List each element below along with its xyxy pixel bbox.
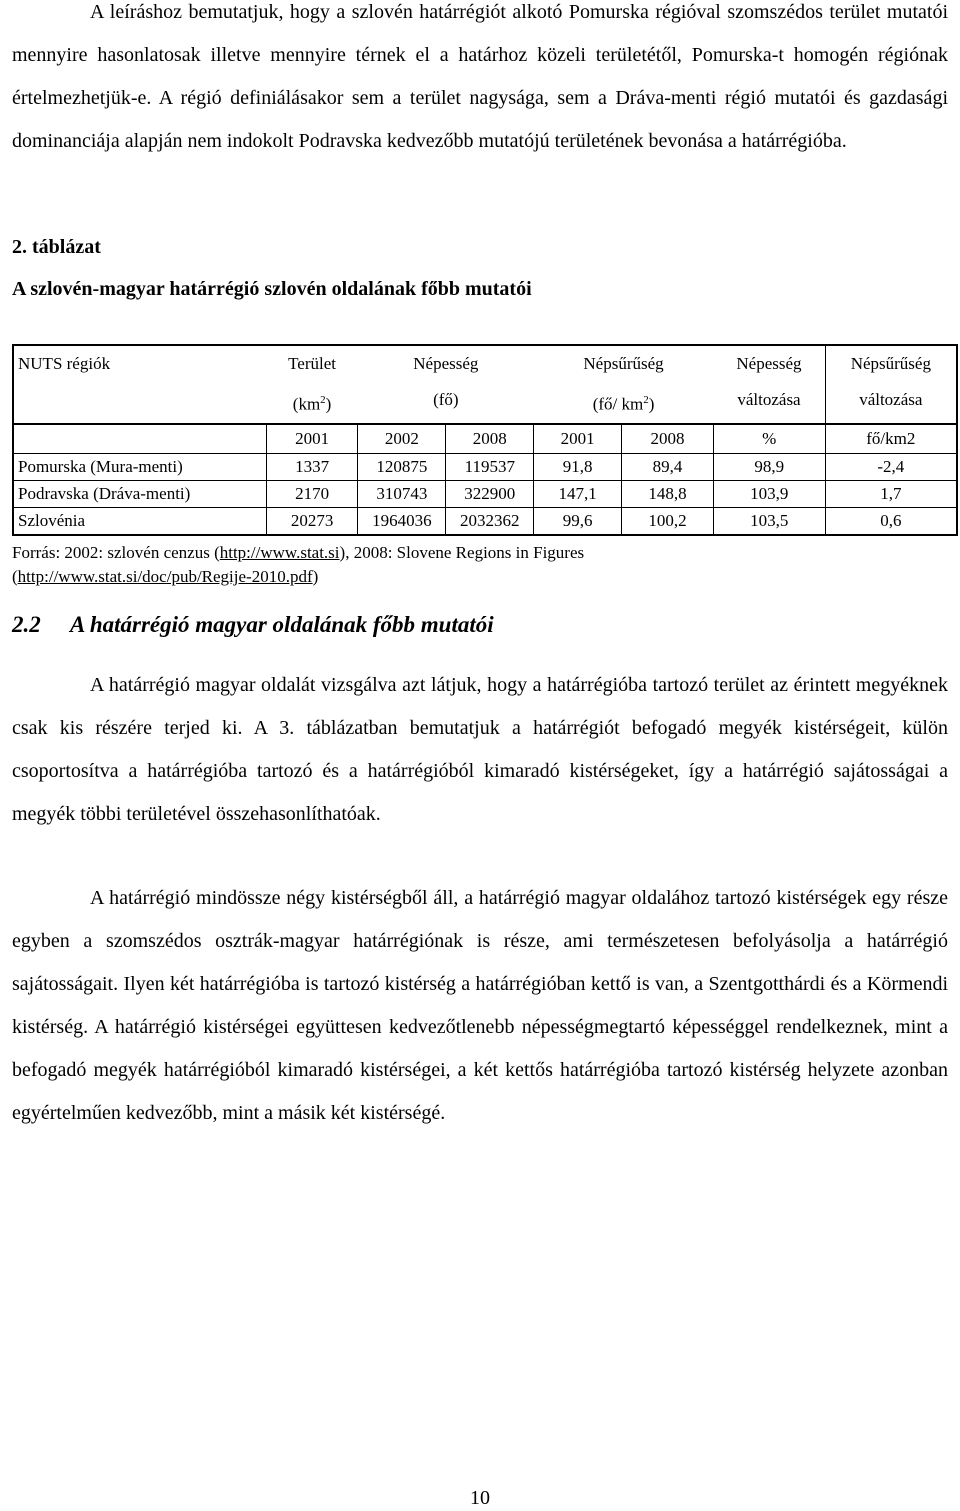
region-name: Pomurska (Mura-menti) <box>13 453 266 480</box>
table-cell: -2,4 <box>825 453 957 480</box>
year-cell: 2008 <box>446 424 534 454</box>
header-nuts: NUTS régiók <box>18 354 111 373</box>
table-cell: 1964036 <box>358 507 446 535</box>
year-cell: fő/km2 <box>825 424 957 454</box>
table-cell: 89,4 <box>622 453 714 480</box>
table-cell: 98,9 <box>713 453 825 480</box>
table-cell: 0,6 <box>825 507 957 535</box>
table-cell: 119537 <box>446 453 534 480</box>
region-name: Podravska (Dráva-menti) <box>13 480 266 507</box>
source-text: ( <box>12 567 18 586</box>
paragraph-kisterseg: A határrégió mindössze négy kistérségből áll, a határrégió magyar oldalához tartozó kistérségek egy része egyben a szomszédos osztrák-magyar határrégiónak is része, ami természetesen befolyásolja a határrégió sajátosságait. Ilyen két határrégióba is tartozó kistérség a határrégióban kettő is van, a Szentgotthárdi és a Körmendi kistérség. A határrégió kistérségei együttesen kedvezőtlenebb népességmegtartó képességgel rendelkeznek, mint a befogadó megyék határrégióból kimaradó kistérségei, a két kettős határrégióba tartozó kistérség helyzete azonban egyértelműen kedvezőbb, mint a másik két kistérségé. <box>12 887 948 1124</box>
table-cell: 103,5 <box>713 507 825 535</box>
table-cell: 99,6 <box>534 507 622 535</box>
table-cell: 2170 <box>266 480 358 507</box>
paragraph-intro: A leíráshoz bemutatjuk, hogy a szlovén határrégiót alkotó Pomurska régióval szomszédos terület mutatói mennyire hasonlatosak illetve mennyire térnek el a határhoz közeli területétől, Pomurska-t homogén régiónak értelmezhetjük-e. A régió definiálásakor sem a terület nagysága, sem a Dráva-menti régió mutatói és gazdasági dominanciája alapján nem indokolt Podravska kedvezőbb mutatójú területének bevonása a határrégióba. <box>12 1 948 152</box>
year-cell: 2002 <box>358 424 446 454</box>
table-source <box>12 541 584 589</box>
table-cell: 147,1 <box>534 480 622 507</box>
year-cell: % <box>713 424 825 454</box>
table-row <box>13 453 957 480</box>
source-link-stat-si[interactable]: http://www.stat.si <box>219 543 340 562</box>
table-year-row <box>13 424 957 454</box>
table-cell: 1337 <box>266 453 358 480</box>
year-cell: 2008 <box>622 424 714 454</box>
header-nepesseg-valtozasa: Népesség változása <box>736 354 802 409</box>
table-cell: 2032362 <box>446 507 534 535</box>
table-cell: 120875 <box>358 453 446 480</box>
year-cell: 2001 <box>266 424 358 454</box>
source-text: ) <box>312 567 319 586</box>
year-cell: 2001 <box>534 424 622 454</box>
table-row <box>13 480 957 507</box>
table-row <box>13 507 957 535</box>
table-cell: 91,8 <box>534 453 622 480</box>
table-cell: 148,8 <box>622 480 714 507</box>
section-heading <box>12 612 494 638</box>
table-header-row <box>13 345 957 424</box>
header-terulet: Terület $(km^2)$ <box>288 354 337 414</box>
header-nepesseg: Népesség (fő) <box>413 354 479 409</box>
table-cell: 1,7 <box>825 480 957 507</box>
table-cell: 100,2 <box>622 507 714 535</box>
section-title: A határrégió magyar oldalának főbb mutatói <box>70 612 494 637</box>
table-title: A szlovén-magyar határrégió szlovén oldalának főbb mutatói <box>12 278 532 300</box>
source-text: ), 2008: Slovene Regions in Figures <box>339 543 585 562</box>
year-cell-empty <box>13 424 266 454</box>
source-link-regije-pdf[interactable]: http://www.stat.si/doc/pub/Regije-2010.pdf <box>17 567 313 586</box>
indicators-table <box>12 344 958 536</box>
table-cell: 20273 <box>266 507 358 535</box>
header-nepsuruseg: Népsűrűség (fő/ $km^2$) <box>583 354 664 414</box>
paragraph-hungarian-side: A határrégió magyar oldalát vizsgálva azt látjuk, hogy a határrégióba tartozó terület az érintett megyéknek csak kis részére terjed ki. A 3. táblázatban bemutatjuk a határrégiót befogadó megyék kistérségeit, külön csoportosítva a határrégióba tartozó és a határrégióból kimaradó kistérségeket, így a határrégió sajátosságai a megyék többi területével összehasonlíthatóak. <box>12 674 948 825</box>
source-text: Forrás: 2002: szlovén cenzus ( <box>12 543 220 562</box>
table-number: 2. táblázat <box>12 236 101 258</box>
header-nepsuruseg-valtozasa: Népsűrűség változása <box>825 345 957 424</box>
table-cell: 322900 <box>446 480 534 507</box>
section-number: 2.2 <box>12 612 41 637</box>
table-cell: 310743 <box>358 480 446 507</box>
region-name: Szlovénia <box>13 507 266 535</box>
page-number: 10 <box>470 1487 490 1509</box>
table-cell: 103,9 <box>713 480 825 507</box>
